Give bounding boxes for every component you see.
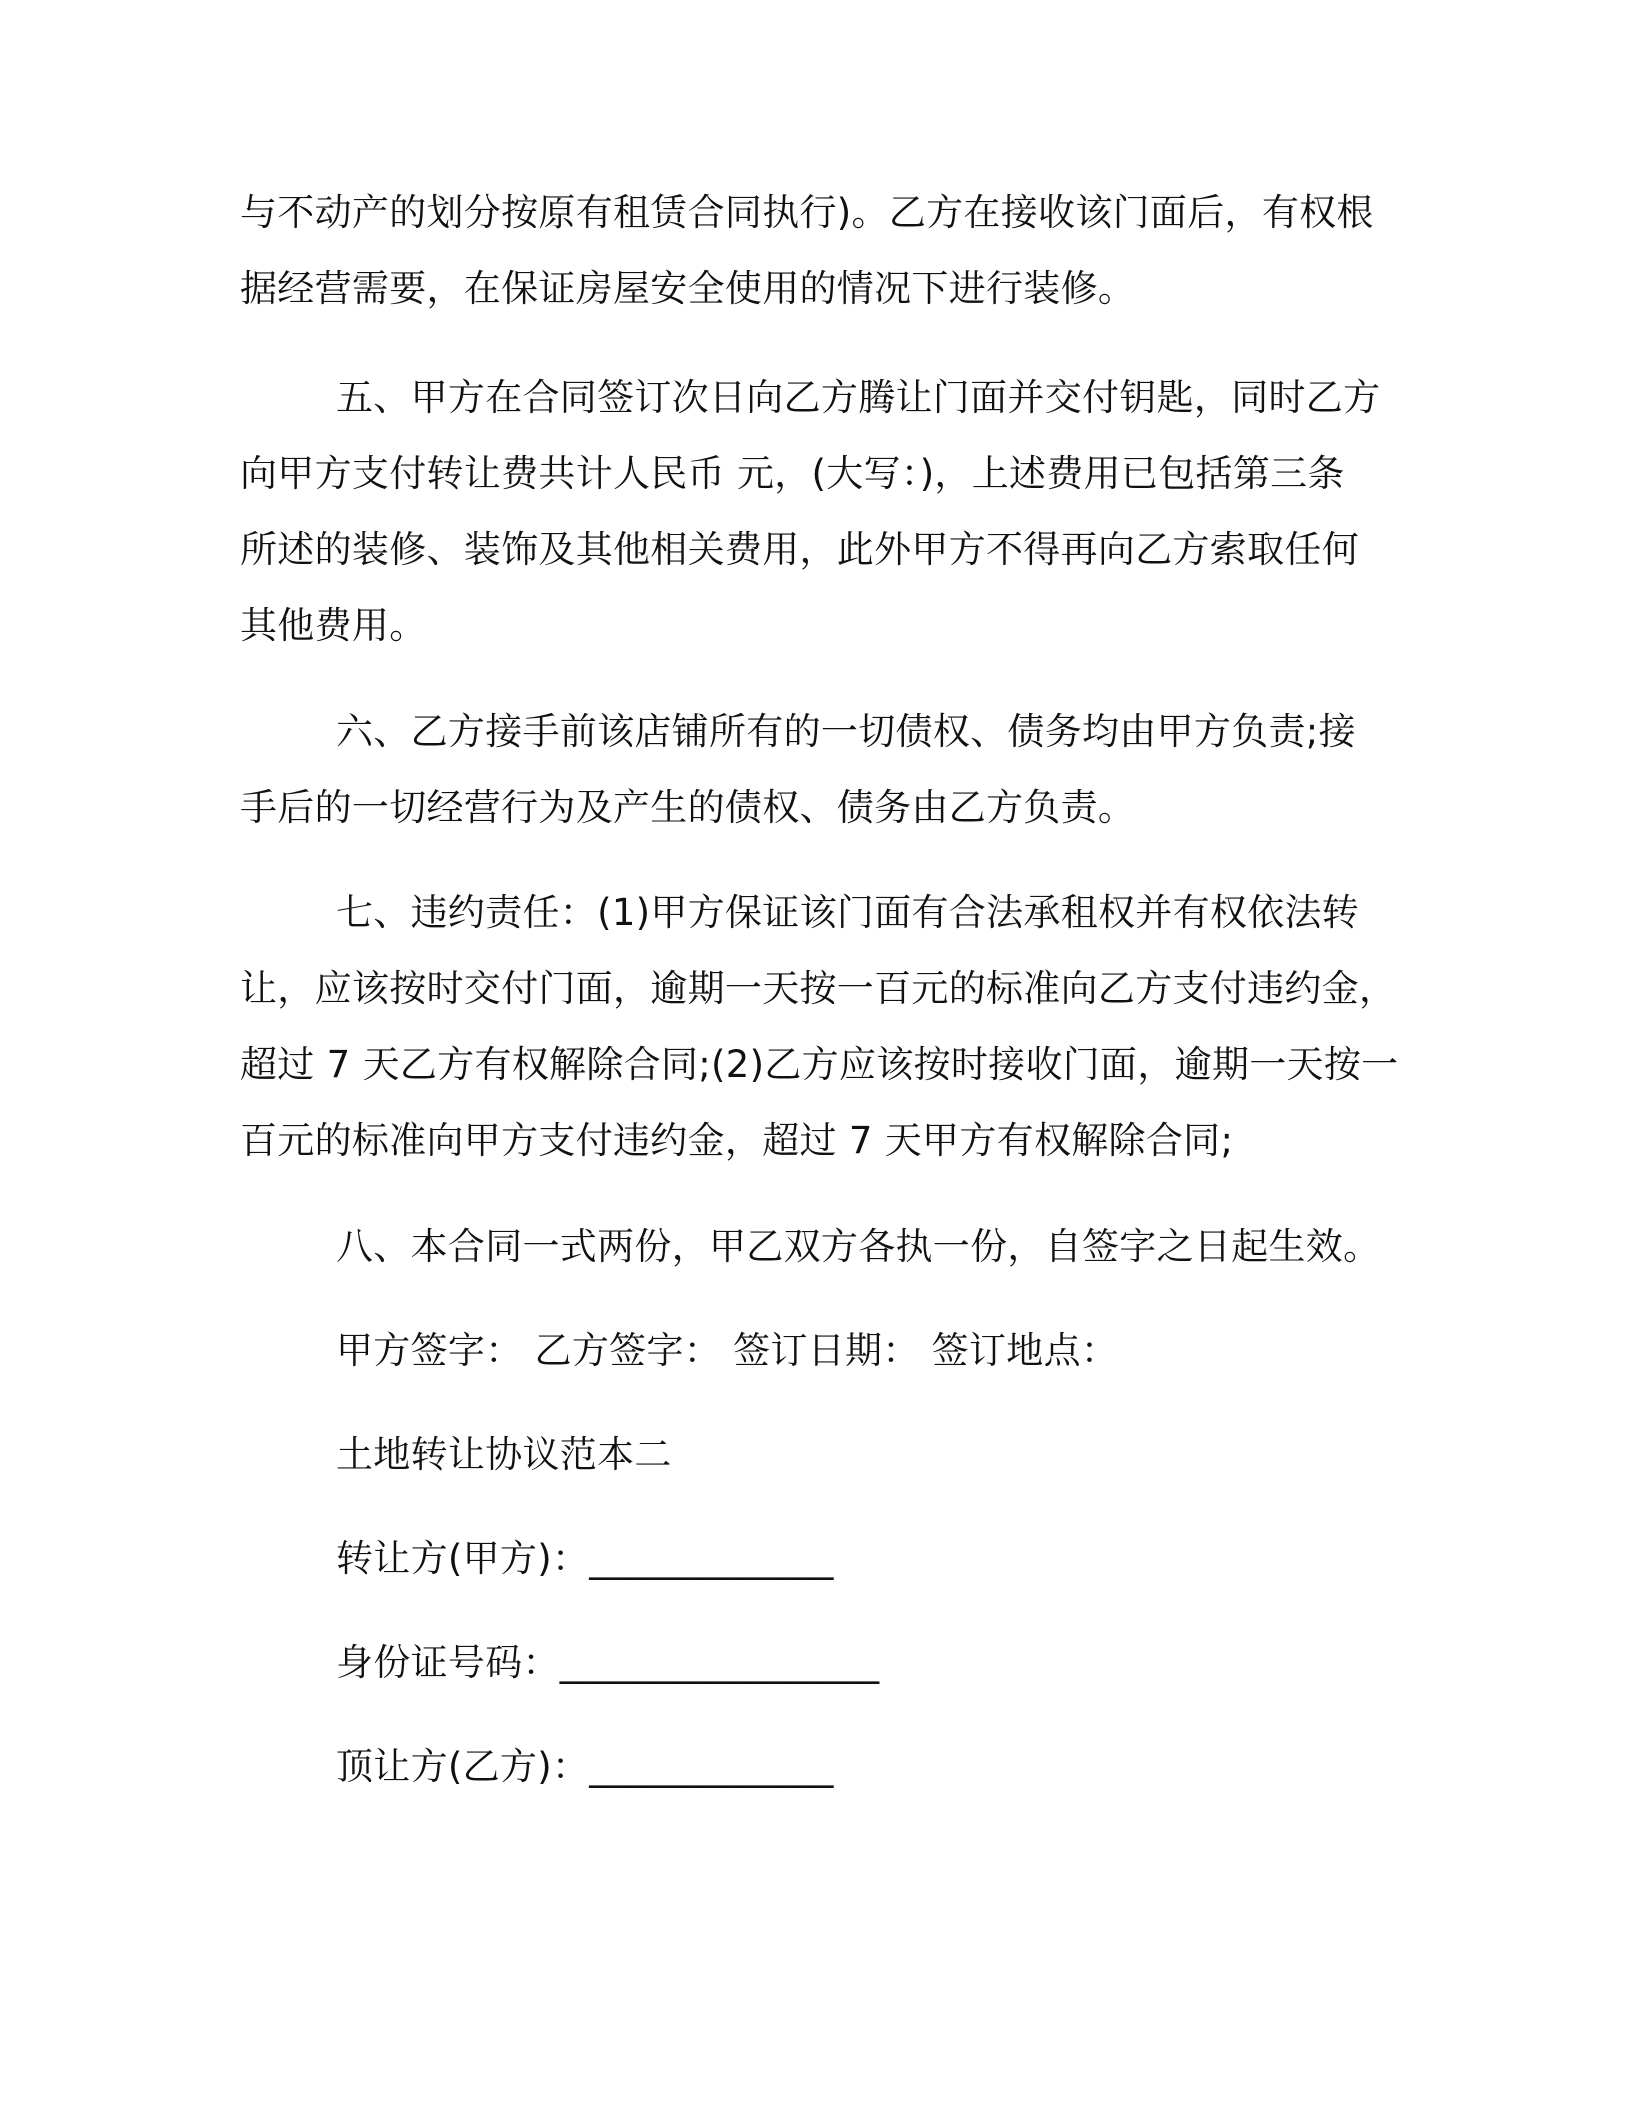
clause-5-line-2: 向甲方支付转让费共计人民币 元，(大写：)，上述费用已包括第三条	[240, 452, 1345, 495]
clause-7-line-4: 百元的标准向甲方支付违约金，超过 7 天甲方有权解除合同;	[240, 1119, 1234, 1162]
clause-5-line-1: 五、甲方在合同签订次日向乙方腾让门面并交付钥匙，同时乙方	[336, 376, 1381, 419]
clause-6-line-1: 六、乙方接手前该店铺所有的一切债权、债务均由甲方负责;接	[336, 710, 1356, 753]
clause-7-line-2: 让，应该按时交付门面，逾期一天按一百元的标准向乙方支付违约金，	[240, 967, 1397, 1010]
clause-7-line-3: 超过 7 天乙方有权解除合同;(2)乙方应该按时接收门面，逾期一天按一	[240, 1043, 1399, 1086]
id-number-field: 身份证号码：_________________	[336, 1641, 880, 1684]
clause-7-line-1: 七、违约责任：(1)甲方保证该门面有合法承租权并有权依法转	[336, 891, 1360, 934]
transferor-field: 转让方(甲方)：_____________	[336, 1537, 834, 1580]
signature-line: 甲方签字： 乙方签字： 签订日期： 签订地点：	[336, 1329, 1119, 1372]
template-two-title: 土地转让协议范本二	[336, 1433, 672, 1476]
clause-5-line-4: 其他费用。	[240, 604, 427, 647]
transferee-field: 顶让方(乙方)：_____________	[336, 1745, 834, 1788]
paragraph-4-line-1: 与不动产的划分按原有租赁合同执行)。乙方在接收该门面后，有权根	[240, 191, 1374, 234]
paragraph-4-line-2: 据经营需要，在保证房屋安全使用的情况下进行装修。	[240, 267, 1136, 310]
clause-6-line-2: 手后的一切经营行为及产生的债权、债务由乙方负责。	[240, 786, 1136, 829]
clause-5-line-3: 所述的装修、装饰及其他相关费用，此外甲方不得再向乙方索取任何	[240, 528, 1359, 571]
clause-8-line-1: 八、本合同一式两份，甲乙双方各执一份，自签字之日起生效。	[336, 1225, 1381, 1268]
